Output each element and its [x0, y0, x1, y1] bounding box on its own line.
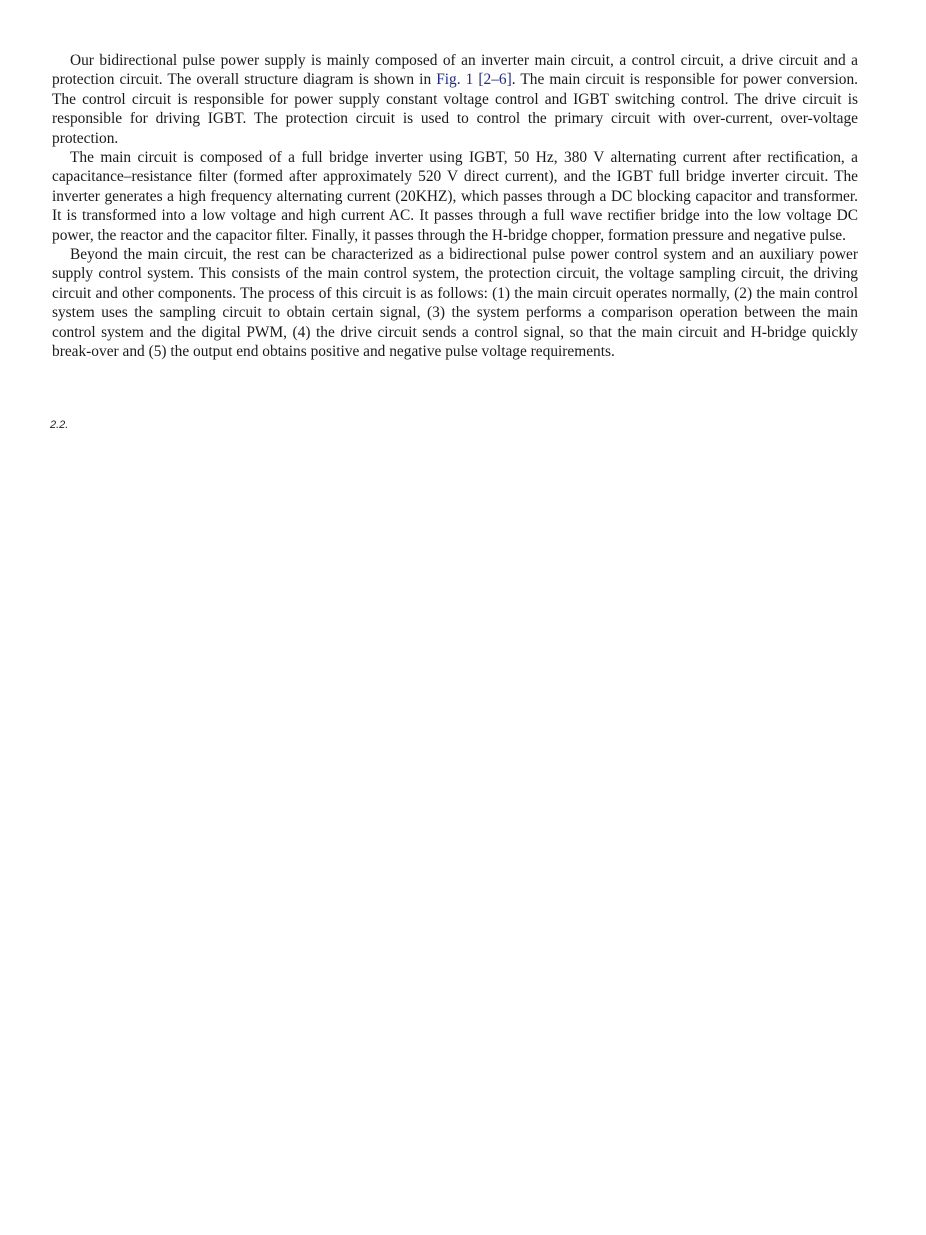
section-number-label: 2.2. [50, 419, 69, 431]
paragraph-structure-text-before: Our bidirectional pulse power supply is mainly composed of an inverter main circuit, a control circuit, a drive circuit and a protection circuit. The overall structure diagram is shown in [52, 52, 858, 89]
paragraph-structure-text-after: . The main circuit is responsible for power conversion. The control circuit is responsible for power supply constant voltage control and IGBT switching control. The drive circuit is responsible for driving IGBT. The protection circuit is used to control the primary circuit with over-current, over-voltage protection. [52, 71, 859, 147]
paragraph-control-system: Beyond the main circuit, the rest can be characterized as a bidirectional pulse power control system and an auxiliary power supply control system. This consists of the main control system, the protection circuit, the voltage sampling circuit, the driving circuit and other components. The process of this circuit is as follows: (1) the main circuit operates normally, (2) the main control system uses the sampling circuit to obtain certain signal, (3) the system performs a comparison operation between the main control system and the digital PWM, (4) the drive circuit sends a control signal, so that the main circuit and H-bridge quickly break-over and (5) the output end obtains positive and negative pulse voltage requirements. [52, 246, 858, 361]
figure-reference-link[interactable]: Fig. 1 [2–6] [436, 71, 512, 89]
body-text [52, 51, 858, 362]
paragraph-main-circuit: The main circuit is composed of a full bridge inverter using IGBT, 50 Hz, 380 V alternating current after rectiﬁcation, a capacitance–resistance ﬁlter (formed after approximately 520 V direct current), and the IGBT full bridge inverter circuit. The inverter generates a high frequency alternating current (20KHZ), which passes through a DC blocking capacitor and transformer. It is transformed into a low voltage and high current AC. It passes through a full wave rectiﬁer bridge into the low voltage DC power, the reactor and the capacitor ﬁlter. Finally, it passes through the H-bridge chopper, formation pressure and negative pulse. [52, 149, 858, 244]
paragraph-structure [52, 51, 858, 148]
